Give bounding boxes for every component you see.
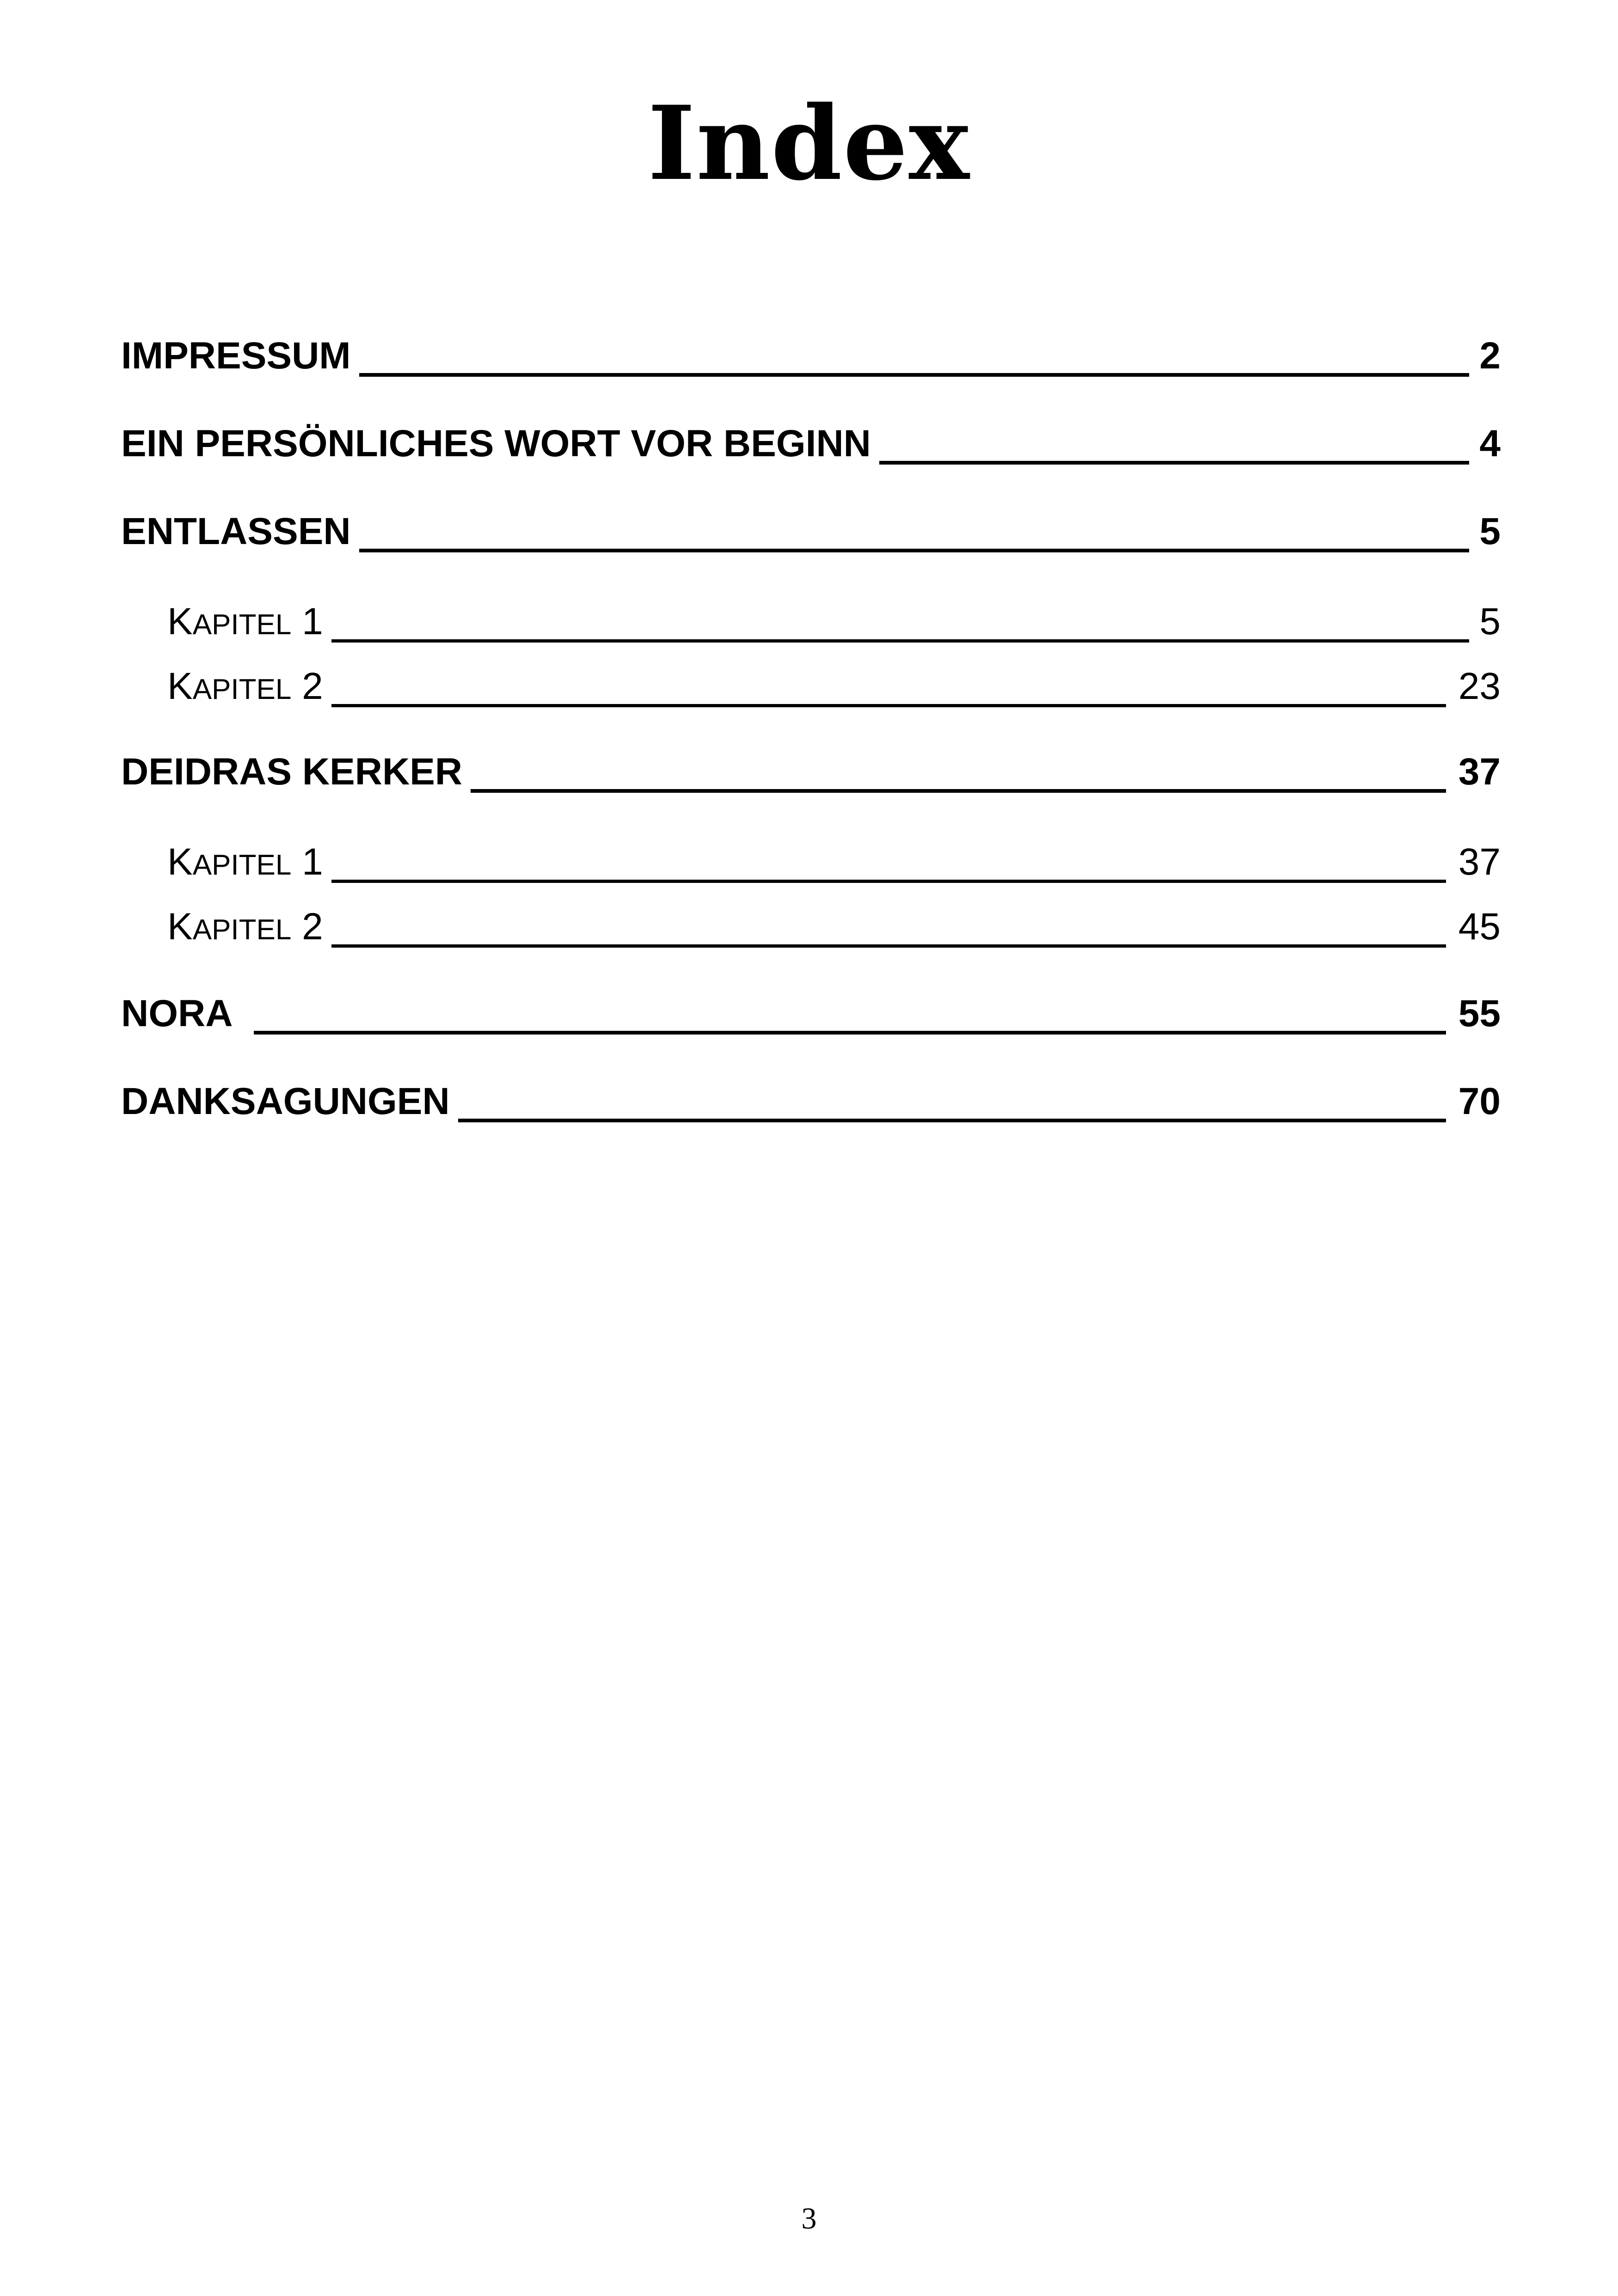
toc-entry-label: IMPRESSUM xyxy=(121,335,351,377)
page-title: Index xyxy=(648,83,970,203)
toc-entry-deidras-kerker[interactable] xyxy=(121,747,1501,797)
toc-leader-line xyxy=(331,944,1446,948)
toc-leader-line xyxy=(331,880,1446,883)
toc-entry-entlassen[interactable] xyxy=(121,506,1501,557)
toc-entry-danksagungen[interactable] xyxy=(121,1076,1501,1127)
toc-entry-deidras-kapitel-1[interactable] xyxy=(167,837,1501,888)
toc-leader-line xyxy=(879,461,1469,465)
toc-entry-entlassen-kapitel-1[interactable] xyxy=(167,596,1501,647)
toc-leader-line xyxy=(331,639,1469,643)
toc-entry-label: KAPITEL 1 xyxy=(167,600,323,643)
toc-leader-line xyxy=(458,1119,1446,1122)
toc-entry-page: 45 xyxy=(1458,906,1501,948)
toc-entry-deidras-kapitel-2[interactable] xyxy=(167,901,1501,952)
toc-entry-label: KAPITEL 2 xyxy=(167,665,323,707)
toc-entry-nora[interactable] xyxy=(121,988,1501,1039)
toc-entry-page: 37 xyxy=(1458,751,1501,793)
toc-leader-line xyxy=(254,1031,1446,1035)
toc-entry-page: 37 xyxy=(1458,841,1501,883)
toc-entry-page: 23 xyxy=(1458,665,1501,707)
toc-entry-label: KAPITEL 1 xyxy=(167,841,323,883)
page-number: 3 xyxy=(801,2202,817,2235)
toc-entry-page: 70 xyxy=(1458,1080,1501,1122)
toc-leader-line xyxy=(471,789,1446,793)
toc-entry-impressum[interactable] xyxy=(121,331,1501,381)
toc-leader-line xyxy=(359,373,1469,377)
toc-entry-entlassen-kapitel-2[interactable] xyxy=(167,661,1501,712)
toc-entry-label: EIN PERSÖNLICHES WORT VOR BEGINN xyxy=(121,422,871,465)
toc-leader-line xyxy=(331,704,1446,707)
toc-entry-label: NORA xyxy=(121,992,233,1035)
toc-entry-page: 4 xyxy=(1479,422,1501,465)
toc-entry-label: KAPITEL 2 xyxy=(167,906,323,948)
toc-entry-persoenliches-wort[interactable] xyxy=(121,418,1501,469)
toc-entry-page: 55 xyxy=(1458,992,1501,1035)
toc-entry-label: DEIDRAS KERKER xyxy=(121,751,463,793)
toc-entry-page: 5 xyxy=(1479,600,1501,643)
toc-leader-line xyxy=(359,549,1469,552)
toc-entry-page: 2 xyxy=(1479,335,1501,377)
toc-entry-label: DANKSAGUNGEN xyxy=(121,1080,450,1122)
toc-entry-page: 5 xyxy=(1479,510,1501,552)
toc-entry-label: ENTLASSEN xyxy=(121,510,351,552)
